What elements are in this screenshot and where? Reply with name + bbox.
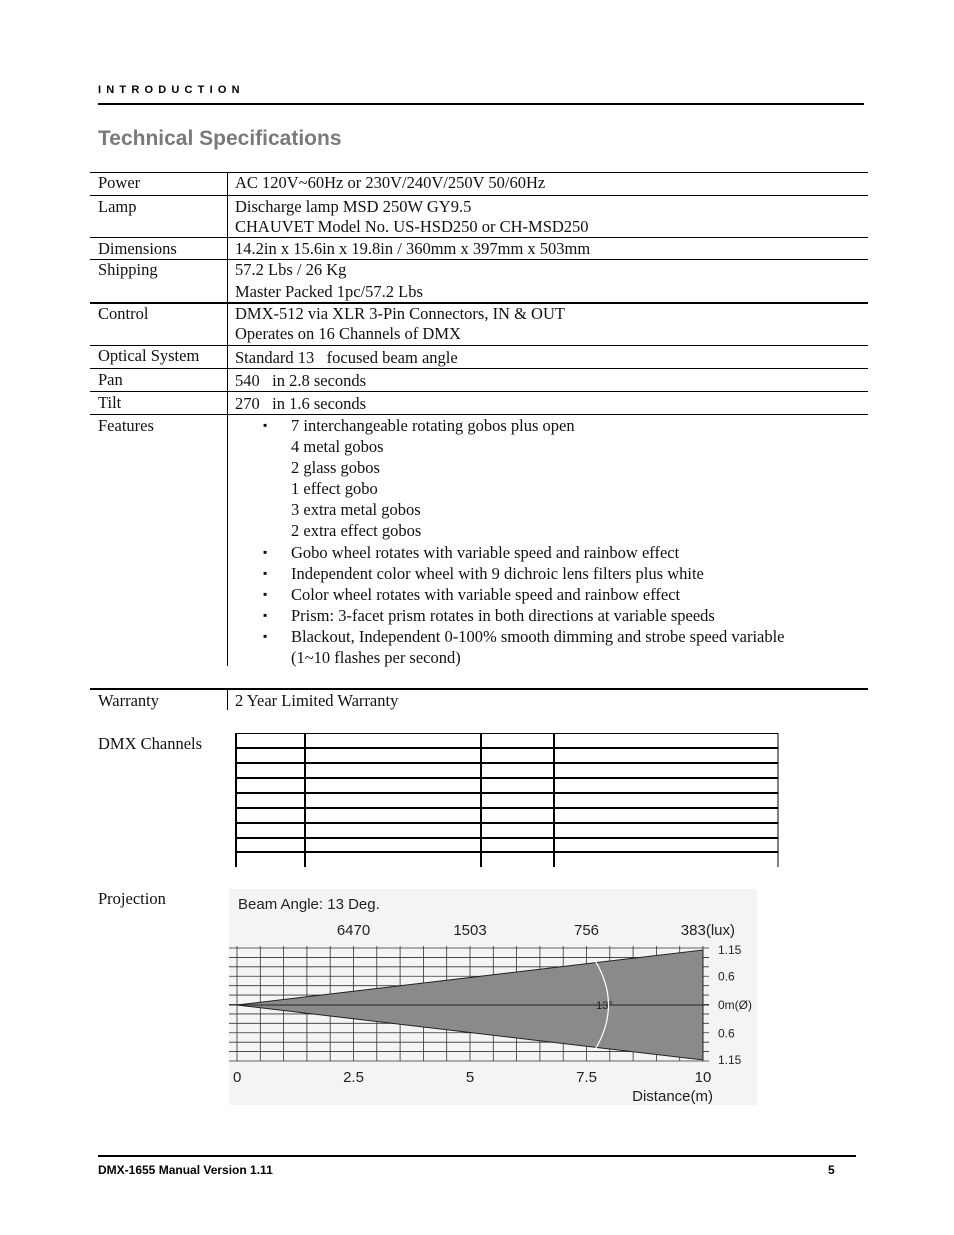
feature-subtext: (1~10 flashes per second) bbox=[291, 648, 461, 667]
footer-manual-title: DMX-1655 Manual Version 1.11 bbox=[98, 1163, 273, 1177]
list-item bbox=[235, 436, 785, 457]
x-tick-label: 0 bbox=[233, 1069, 242, 1086]
column-divider bbox=[227, 690, 228, 710]
list-item bbox=[235, 415, 785, 436]
feature-text: 7 interchangeable rotating gobos plus open bbox=[291, 416, 575, 435]
bullet-icon: ▪ bbox=[263, 587, 268, 601]
dmx-channel-table bbox=[235, 733, 779, 867]
lux-label: 1503 bbox=[453, 922, 487, 939]
x-tick-label: 10 bbox=[694, 1069, 712, 1086]
bullet-icon: ▪ bbox=[263, 545, 268, 559]
angle-label: 13° bbox=[596, 1000, 613, 1012]
optical-label: Optical System bbox=[98, 346, 200, 365]
lux-label: 6470 bbox=[336, 922, 371, 939]
list-item bbox=[235, 457, 785, 478]
feature-subtext: 4 metal gobos bbox=[291, 437, 384, 456]
lamp-label: Lamp bbox=[98, 197, 137, 216]
x-tick-label: 2.5 bbox=[343, 1069, 364, 1086]
tilt-label: Tilt bbox=[98, 393, 122, 412]
y-tick-label: 0.6 bbox=[718, 969, 735, 984]
y-tick-label: 1.15 bbox=[718, 1053, 742, 1067]
page-number: 5 bbox=[828, 1163, 835, 1177]
x-axis-label: Distance(m) bbox=[632, 1088, 713, 1105]
list-item bbox=[235, 478, 785, 499]
list-item bbox=[235, 542, 785, 563]
features-label: Features bbox=[98, 416, 154, 435]
lamp-value-line1: Discharge lamp MSD 250W GY9.5 bbox=[235, 197, 472, 216]
x-tick-label: 7.5 bbox=[576, 1069, 597, 1086]
optical-value: Standard 13 focused beam angle bbox=[235, 348, 458, 367]
pan-value: 540 in 2.8 seconds bbox=[235, 371, 367, 390]
power-value: AC 120V~60Hz or 230V/240V/250V 50/60Hz bbox=[235, 173, 546, 192]
feature-subtext: 1 effect gobo bbox=[291, 479, 378, 498]
feature-text: Gobo wheel rotates with variable speed and rainbow effect bbox=[291, 543, 680, 562]
bullet-icon: ▪ bbox=[263, 608, 268, 622]
dmx-channels-label: DMX Channels bbox=[98, 734, 203, 753]
control-value-line2: Operates on 16 Channels of DMX bbox=[235, 324, 461, 343]
bullet-icon: ▪ bbox=[263, 566, 268, 580]
bullet-icon: ▪ bbox=[263, 418, 268, 432]
page-title: Technical Specifications bbox=[98, 127, 342, 150]
lux-label: 756 bbox=[573, 922, 600, 939]
lamp-value-line2: CHAUVET Model No. US-HSD250 or CH-MSD250 bbox=[235, 217, 589, 236]
shipping-label: Shipping bbox=[98, 260, 158, 279]
y-tick-label: 0.6 bbox=[718, 1026, 735, 1041]
list-item bbox=[235, 499, 785, 520]
feature-text: Independent color wheel with 9 dichroic lens filters plus white bbox=[291, 564, 704, 583]
warranty-label: Warranty bbox=[98, 691, 159, 710]
row-rule bbox=[90, 688, 868, 690]
dimensions-label: Dimensions bbox=[98, 239, 177, 258]
feature-text: Blackout, Independent 0-100% smooth dimming and strobe speed variable bbox=[291, 627, 785, 646]
feature-text: Color wheel rotates with variable speed and rainbow effect bbox=[291, 585, 681, 604]
projection-chart bbox=[229, 889, 757, 1105]
control-label: Control bbox=[98, 304, 149, 323]
list-item bbox=[235, 626, 785, 647]
control-value-line1: DMX-512 via XLR 3-Pin Connectors, IN & OUT bbox=[235, 304, 565, 323]
feature-text: Prism: 3-facet prism rotates in both directions at variable speeds bbox=[291, 606, 715, 625]
list-item bbox=[235, 605, 785, 626]
list-item bbox=[235, 647, 785, 668]
row-rule bbox=[90, 195, 868, 196]
bullet-icon: ▪ bbox=[263, 629, 268, 643]
section-header: INTRODUCTION bbox=[98, 84, 245, 96]
row-rule bbox=[90, 345, 868, 346]
row-rule bbox=[90, 391, 868, 392]
lux-label: 383(lux) bbox=[680, 922, 735, 939]
feature-subtext: 2 glass gobos bbox=[291, 458, 380, 477]
chart-title: Beam Angle: 13 Deg. bbox=[238, 896, 380, 913]
list-item bbox=[235, 584, 785, 605]
shipping-value-line1: 57.2 Lbs / 26 Kg bbox=[235, 260, 347, 279]
shipping-value-line2: Master Packed 1pc/57.2 Lbs bbox=[235, 282, 423, 301]
column-divider bbox=[227, 172, 228, 666]
list-item bbox=[235, 520, 785, 541]
warranty-value: 2 Year Limited Warranty bbox=[235, 691, 399, 710]
projection-label: Projection bbox=[98, 889, 166, 908]
tilt-value: 270 in 1.6 seconds bbox=[235, 394, 367, 413]
pan-label: Pan bbox=[98, 370, 123, 389]
dimensions-value: 14.2in x 15.6in x 19.8in / 360mm x 397mm x 503mm bbox=[235, 239, 591, 258]
row-rule bbox=[90, 368, 868, 369]
y-tick-label: 0m(Ø) bbox=[718, 998, 752, 1012]
feature-subtext: 2 extra effect gobos bbox=[291, 521, 422, 540]
row-rule bbox=[90, 259, 868, 260]
power-label: Power bbox=[98, 173, 141, 192]
list-item bbox=[235, 563, 785, 584]
header-rule bbox=[98, 103, 864, 105]
features-list bbox=[235, 415, 785, 668]
feature-subtext: 3 extra metal gobos bbox=[291, 500, 421, 519]
x-tick-label: 5 bbox=[465, 1069, 475, 1086]
footer-rule bbox=[98, 1155, 856, 1157]
y-tick-label: 1.15 bbox=[718, 943, 742, 957]
